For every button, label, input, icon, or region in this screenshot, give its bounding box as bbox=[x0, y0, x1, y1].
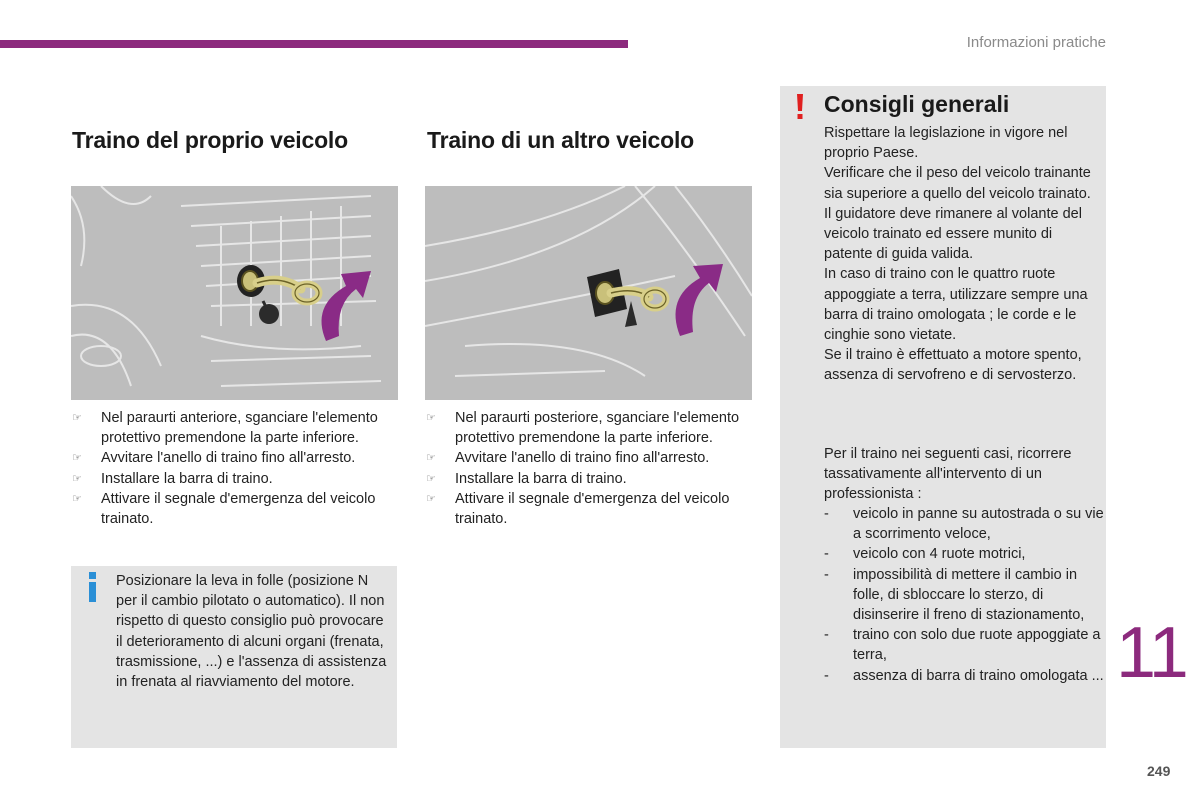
list-item: ☞ Avvitare l'anello di traino fino all'arresto. bbox=[72, 448, 402, 468]
warning-icon bbox=[794, 94, 806, 120]
hand-pointer-icon: ☞ bbox=[72, 492, 82, 505]
list-item: ☞ Installare la barra di traino. bbox=[72, 469, 402, 489]
hand-pointer-icon: ☞ bbox=[72, 472, 82, 485]
general-advice-box bbox=[780, 86, 1106, 748]
advice-paragraph: Il guidatore deve rimanere al volante del veicolo trainato ed essere munito di patente di guida valida. bbox=[824, 205, 1082, 263]
info-icon bbox=[84, 572, 102, 602]
list-item: - veicolo con 4 ruote motrici, bbox=[824, 546, 1026, 563]
list-item: ☞ Avvitare l'anello di traino fino all'arresto. bbox=[426, 448, 761, 468]
hand-pointer-icon: ☞ bbox=[426, 472, 436, 485]
hand-pointer-icon: ☞ bbox=[426, 412, 436, 424]
list-item: - assenza di barra di traino omologata ... bbox=[824, 667, 1104, 684]
page-number: 249 bbox=[1147, 763, 1171, 779]
hand-pointer-icon: ☞ bbox=[72, 452, 82, 465]
list-item: ☞ Attivare il segnale d'emergenza del veicolo trainato. bbox=[426, 490, 730, 528]
list-item: ☞ Attivare il segnale d'emergenza del veicolo trainato. bbox=[72, 490, 376, 528]
info-note-text: Posizionare la leva in folle (posizione N per il cambio pilotato o automatico). Il non rispetto di questo consiglio può provocare il deterioramento di alcuni organi (frenata, trasmissione, ...) e l'assenza di assistenza in frenata al riavviamento del motore. bbox=[116, 573, 387, 691]
list-item: - impossibilità di mettere il cambio in folle, di sbloccare lo sterzo, di disinserire il freno di stazionamento, bbox=[824, 566, 1085, 624]
right-steps-list bbox=[426, 408, 761, 529]
advice-paragraph: Rispettare la legislazione in vigore nel proprio Paese. bbox=[824, 125, 1068, 162]
hand-pointer-icon: ☞ bbox=[72, 412, 82, 424]
hand-pointer-icon: ☞ bbox=[426, 452, 436, 465]
front-tow-illustration bbox=[71, 186, 398, 400]
list-item: - veicolo in panne su autostrada o su vie a scorrimento veloce, bbox=[824, 506, 1104, 543]
left-column-title: Traino del proprio veicolo bbox=[72, 127, 348, 153]
section-label: Informazioni pratiche bbox=[966, 34, 1106, 51]
professional-cases-list bbox=[824, 504, 1104, 686]
advice-title: Consigli generali bbox=[824, 91, 1010, 117]
advice-paragraph: Se il traino è effettuato a motore spento, assenza di servofreno e di servosterzo. bbox=[824, 347, 1082, 384]
advice-paragraphs bbox=[824, 123, 1104, 386]
advice-paragraph: Verificare che il peso del veicolo trainante sia superiore a quello del veicolo trainato. bbox=[824, 165, 1091, 202]
header-accent-bar bbox=[0, 40, 628, 48]
rear-tow-illustration bbox=[425, 186, 752, 400]
right-column-title: Traino di un altro veicolo bbox=[427, 127, 695, 153]
list-item: - traino con solo due ruote appoggiate a terra, bbox=[824, 627, 1101, 664]
chapter-number: 11 bbox=[1116, 613, 1187, 693]
hand-pointer-icon: ☞ bbox=[426, 492, 436, 505]
list-item: ☞ Installare la barra di traino. bbox=[426, 469, 761, 489]
list-item: ☞ Nel paraurti anteriore, sganciare l'elemento protettivo premendone la parte inferiore. bbox=[72, 410, 378, 447]
list-item: ☞ Nel paraurti posteriore, sganciare l'elemento protettivo premendone la parte inferiore. bbox=[426, 410, 740, 447]
left-steps-list bbox=[72, 408, 402, 529]
advice-paragraph: In caso di traino con le quattro ruote appoggiate a terra, utilizzare sempre una barra di traino omologata ; le corde e le cinghie sono vietate. bbox=[824, 266, 1088, 344]
professional-intro: Per il traino nei seguenti casi, ricorrere tassativamente all'intervento di un professionista : bbox=[824, 446, 1072, 503]
info-note-box bbox=[71, 566, 397, 748]
